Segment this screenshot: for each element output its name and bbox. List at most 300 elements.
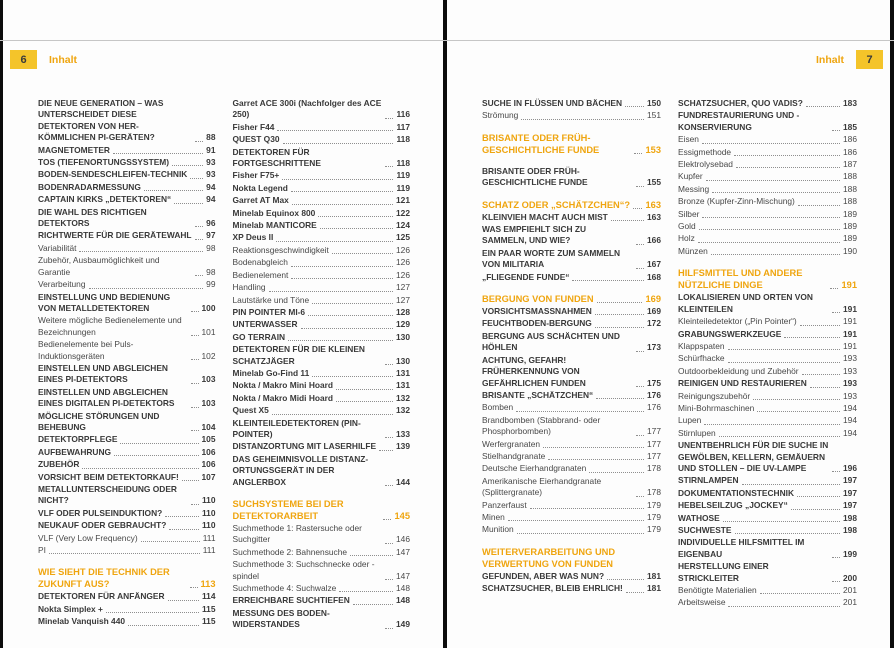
toc-entry-title: NEUKAUF ODER GEBRAUCHT? xyxy=(38,520,167,531)
dot-leader xyxy=(728,349,840,350)
toc-entry-title: WAS EMPFIEHLT SICH ZU SAMMELN, UND WIE? xyxy=(482,224,587,246)
page-left xyxy=(3,41,443,648)
page-number-badge-right: 7 xyxy=(856,50,883,69)
toc-entry-page: 201 xyxy=(843,597,857,608)
toc-entry-page: 131 xyxy=(396,380,410,391)
toc-entry xyxy=(233,380,411,391)
toc-entry xyxy=(678,209,857,220)
dot-leader xyxy=(548,459,644,460)
toc-entry-page: 124 xyxy=(396,220,410,231)
toc-entry-title: Bomben xyxy=(482,402,514,413)
toc-entry-title: EINSTELLUNG UND BEDIENUNG VON METALLDETEKTOREN xyxy=(38,291,171,313)
toc-entry xyxy=(678,537,857,560)
dot-leader xyxy=(735,533,841,534)
dot-leader xyxy=(191,335,199,336)
toc-entry-page: 94 xyxy=(206,181,216,192)
toc-entry-page: 102 xyxy=(201,350,216,361)
page-right-header xyxy=(447,50,890,69)
toc-entry-title: Mini-Bohrmaschinen xyxy=(678,402,755,413)
toc-entry xyxy=(678,585,857,596)
dot-leader xyxy=(79,251,203,252)
toc-entry xyxy=(233,441,411,452)
toc-entry-title: Strömung xyxy=(482,110,519,121)
toc-entry xyxy=(233,344,411,367)
dot-leader xyxy=(734,155,840,156)
toc-entry-title: Amerikanische Eierhandgranate (Splittergranate) xyxy=(482,475,602,498)
toc-entry-title: Verarbeitung xyxy=(38,279,86,290)
toc-entry-title: Outdoorbekleidung und Zubehör xyxy=(678,365,799,376)
toc-entry xyxy=(678,597,857,608)
toc-entry xyxy=(482,500,661,511)
toc-entry xyxy=(678,341,857,352)
dot-leader xyxy=(517,533,644,534)
dot-leader xyxy=(141,541,200,542)
toc-entry-page: 106 xyxy=(201,446,216,457)
dot-leader xyxy=(385,579,393,580)
toc-entry xyxy=(233,170,411,181)
dot-leader xyxy=(169,529,199,530)
toc-entry xyxy=(233,559,411,582)
dot-leader xyxy=(144,190,203,191)
toc-entry-page: 177 xyxy=(647,450,661,461)
toc-entry-page: 110 xyxy=(201,507,216,518)
dot-leader xyxy=(810,387,840,388)
toc-entry-page: 194 xyxy=(843,427,857,438)
toc-entry-title: HERSTELLUNG EINER STRICKLEITER xyxy=(678,561,769,583)
toc-entry-title: Bodenabgleich xyxy=(232,257,288,268)
toc-entry xyxy=(233,257,411,268)
toc-entry-page: 179 xyxy=(647,511,661,522)
toc-entry-page: 115 xyxy=(201,616,216,627)
toc-entry-page: 153 xyxy=(645,144,661,155)
toc-entry xyxy=(482,571,661,582)
toc-entry-title: VLF (Very Low Frequency) xyxy=(38,532,138,543)
toc-entry-page: 169 xyxy=(647,306,661,317)
toc-entry-title: Arbeitsweise xyxy=(678,597,726,608)
toc-entry xyxy=(233,195,411,206)
dot-leader xyxy=(172,165,203,166)
toc-entry-title: XP Deus II xyxy=(232,232,274,243)
toc-entry xyxy=(38,472,216,483)
toc-entry-title: Münzen xyxy=(678,245,708,256)
toc-entry-page: 128 xyxy=(396,306,410,317)
dot-leader xyxy=(589,472,644,473)
toc-entry-title: REINIGEN UND RESTAURIEREN xyxy=(678,378,807,389)
toc-entry-title: Weitere mögliche Bedienelemente und Bezeichnungen xyxy=(38,315,182,337)
toc-entry xyxy=(482,439,661,450)
toc-columns-left xyxy=(3,69,443,632)
toc-entry xyxy=(38,169,216,180)
toc-entry xyxy=(233,122,411,133)
toc-entry-page: 193 xyxy=(843,390,857,401)
toc-entry xyxy=(678,561,857,584)
toc-entry-page: 121 xyxy=(396,195,410,206)
toc-entry xyxy=(678,196,857,207)
toc-entry-title: INDIVIDUELLE HILFSMITTEL IM EIGENBAU xyxy=(678,537,805,559)
dot-leader xyxy=(191,359,199,360)
toc-entry-page: 139 xyxy=(396,441,410,452)
toc-entry xyxy=(678,525,857,536)
dot-leader xyxy=(595,327,644,328)
toc-entry-title: Minelab MANTICORE xyxy=(232,220,317,231)
toc-entry-page: 191 xyxy=(843,340,857,351)
toc-entry-title: BRISANTE ODER FRÜH-GESCHICHTLICHE FUNDE xyxy=(482,132,600,155)
right-edge-line xyxy=(890,0,894,648)
dot-leader xyxy=(625,106,644,107)
toc-entry xyxy=(38,533,216,544)
toc-entry xyxy=(233,498,411,522)
dot-leader xyxy=(572,280,644,281)
toc-entry-page: 167 xyxy=(647,259,661,270)
toc-entry xyxy=(482,318,661,329)
dot-leader xyxy=(802,374,840,375)
page-number-badge-left: 6 xyxy=(10,50,37,69)
toc-entry xyxy=(678,267,857,291)
toc-entry-title: Suchmethode 4: Suchwalze xyxy=(232,583,337,594)
toc-entry xyxy=(233,405,411,416)
toc-entry xyxy=(38,230,216,241)
toc-entry-page: 130 xyxy=(396,331,410,342)
toc-entry xyxy=(482,355,661,389)
toc-entry xyxy=(38,339,216,362)
toc-entry-page: 125 xyxy=(396,232,410,243)
toc-entry-page: 190 xyxy=(843,245,857,256)
toc-entry-title: LOKALISIEREN UND ORTEN VON KLEINTEILEN xyxy=(678,292,813,314)
toc-entry-title: METALLUNTERSCHEIDUNG ODER NICHT? xyxy=(38,484,177,506)
toc-entry-page: 88 xyxy=(206,132,216,143)
toc-entry xyxy=(38,447,216,458)
dot-leader xyxy=(832,130,840,131)
toc-entry xyxy=(678,403,857,414)
toc-entry-page: 93 xyxy=(206,157,216,168)
toc-entry xyxy=(482,110,661,121)
dot-leader xyxy=(301,328,394,329)
toc-entry-page: 201 xyxy=(843,585,857,596)
toc-entry-page: 96 xyxy=(206,218,216,229)
toc-entry xyxy=(482,293,661,305)
toc-entry-page: 119 xyxy=(396,182,410,193)
toc-entry-title: DISTANZORTUNG MIT LASERHILFE xyxy=(232,441,377,452)
toc-entry-title: Klappspaten xyxy=(678,340,725,351)
toc-entry xyxy=(38,566,216,590)
dot-leader xyxy=(723,521,840,522)
toc-entry xyxy=(482,306,661,317)
toc-entry xyxy=(482,199,661,211)
dot-leader xyxy=(165,516,199,517)
toc-entry-title: DETEKTORPFLEGE xyxy=(38,434,118,445)
dot-leader xyxy=(712,192,840,193)
toc-entry-page: 200 xyxy=(843,572,857,583)
toc-entry-page: 122 xyxy=(396,207,410,218)
toc-entry-page: 189 xyxy=(843,233,857,244)
toc-entry xyxy=(678,147,857,158)
dot-leader xyxy=(283,143,394,144)
toc-entry-title: Suchmethode 3: Suchschnecke oder -spindel xyxy=(232,559,375,581)
toc-entry xyxy=(482,524,661,535)
toc-entry-title: Werfergranaten xyxy=(482,438,541,449)
toc-entry xyxy=(482,583,661,594)
toc-entry-page: 111 xyxy=(202,545,216,556)
dot-leader xyxy=(114,455,198,456)
toc-entry-page: 148 xyxy=(396,595,410,606)
toc-entry xyxy=(233,583,411,594)
toc-entry-page: 163 xyxy=(647,211,661,222)
dot-leader xyxy=(798,205,840,206)
toc-entry xyxy=(233,523,411,546)
toc-entry-page: 197 xyxy=(843,500,857,511)
dot-leader xyxy=(277,130,393,131)
dot-leader xyxy=(195,275,203,276)
toc-entry xyxy=(233,418,411,441)
dot-leader xyxy=(336,389,393,390)
toc-entry xyxy=(233,98,411,121)
dot-leader xyxy=(711,254,840,255)
dot-leader xyxy=(704,424,840,425)
toc-entry xyxy=(38,207,216,230)
toc-entry-page: 177 xyxy=(647,438,661,449)
toc-entry-page: 176 xyxy=(647,402,661,413)
dot-leader xyxy=(320,228,393,229)
toc-entry-page: 177 xyxy=(647,426,661,437)
toc-entry-page: 115 xyxy=(201,603,216,614)
toc-entry xyxy=(38,411,216,434)
toc-entry-page: 151 xyxy=(647,110,661,121)
toc-entry-page: 194 xyxy=(843,415,857,426)
toc-entry-title: VORSICHT BEIM DETEKTORKAUF! xyxy=(38,471,179,482)
toc-entry-title: VLF ODER PULSEINDUKTION? xyxy=(38,507,163,518)
toc-entry-title: Munition xyxy=(482,524,514,535)
dot-leader xyxy=(379,450,393,451)
toc-entry xyxy=(233,368,411,379)
toc-entry-page: 119 xyxy=(396,170,410,181)
toc-entry-title: UNTERWASSER xyxy=(232,319,298,330)
toc-entry-title: Zubehör, Ausbaumöglichkeit und Garantie xyxy=(38,255,160,277)
dot-leader xyxy=(634,153,642,154)
toc-entry-page: 188 xyxy=(843,196,857,207)
toc-entry xyxy=(38,363,216,386)
toc-entry-title: Nokta Legend xyxy=(232,182,288,193)
toc-entry xyxy=(678,513,857,524)
dot-leader xyxy=(191,504,199,505)
toc-entry xyxy=(482,132,661,156)
toc-entry-title: Stielhandgranate xyxy=(482,450,546,461)
toc-entry xyxy=(482,451,661,462)
dot-leader xyxy=(383,519,391,520)
toc-entry-title: KLEINTEILEDETEKTOREN (PIN-POINTER) xyxy=(232,417,361,439)
toc-entry-page: 107 xyxy=(201,471,216,482)
toc-entry-title: EIN PAAR WORTE ZUM SAMMELN VON MILITARIA xyxy=(482,247,621,270)
dot-leader xyxy=(626,592,644,593)
toc-entry-title: Nokta / Makro Midi Hoard xyxy=(232,392,334,403)
toc-entry-title: PI xyxy=(38,545,46,556)
toc-column-right-2 xyxy=(678,98,857,610)
toc-entry xyxy=(38,292,216,315)
toc-column-left-2 xyxy=(233,98,411,632)
toc-entry-title: Minelab Go-Find 11 xyxy=(232,367,310,378)
dot-leader xyxy=(106,612,199,613)
toc-entry-title: Suchmethode 2: Bahnensuche xyxy=(232,546,348,557)
toc-entry-page: 110 xyxy=(201,495,216,506)
toc-entry xyxy=(38,315,216,338)
dot-leader xyxy=(312,376,393,377)
dot-leader xyxy=(318,216,393,217)
toc-entry-title: SCHATZSUCHER, BLEIB EHRLICH! xyxy=(482,583,623,594)
toc-entry xyxy=(38,387,216,410)
dot-leader xyxy=(636,186,644,187)
toc-entry-title: Panzerfaust xyxy=(482,499,527,510)
toc-entry xyxy=(233,183,411,194)
toc-entry-title: BERGUNG VON FUNDEN xyxy=(482,294,594,305)
toc-entry-page: 193 xyxy=(843,365,857,376)
toc-entry-title: Garret AT Max xyxy=(232,195,289,206)
toc-entry-page: 101 xyxy=(201,326,216,337)
toc-entry-title: Holz xyxy=(678,233,695,244)
toc-entry-page: 100 xyxy=(201,302,216,313)
toc-entry-page: 99 xyxy=(206,279,216,290)
dot-leader xyxy=(753,399,840,400)
toc-entry-page: 183 xyxy=(843,98,857,108)
toc-columns-right xyxy=(447,69,890,610)
dot-leader xyxy=(190,178,203,179)
toc-entry-title: VORSICHTSMASSNAHMEN xyxy=(482,306,592,317)
toc-entry xyxy=(38,243,216,254)
toc-entry-title: Silber xyxy=(678,208,700,219)
toc-entry-page: 144 xyxy=(396,476,410,487)
toc-entry-page: 188 xyxy=(843,171,857,182)
dot-leader xyxy=(385,118,393,119)
toc-entry-title: QUEST Q30 xyxy=(232,134,280,145)
toc-entry-title: MÖGLICHE STÖRUNGEN UND BEHEBUNG xyxy=(38,410,160,432)
dot-leader xyxy=(636,386,644,387)
toc-entry xyxy=(38,194,216,205)
toc-entry xyxy=(38,459,216,470)
toc-entry xyxy=(482,166,661,189)
toc-entry-page: 132 xyxy=(396,392,410,403)
toc-entry-title: Reinigungszubehör xyxy=(678,390,751,401)
dot-leader xyxy=(830,288,838,289)
dot-leader xyxy=(195,239,204,240)
toc-entry xyxy=(678,184,857,195)
toc-entry-page: 127 xyxy=(396,294,410,305)
dot-leader xyxy=(291,278,393,279)
toc-entry-page: 179 xyxy=(647,499,661,510)
toc-entry-title: Quest X5 xyxy=(232,405,269,416)
dot-leader xyxy=(128,625,199,626)
toc-entry-page: 198 xyxy=(843,525,857,535)
toc-entry-title: SUCHSYSTEME BEI DER DETEKTORARBEIT xyxy=(232,499,344,521)
dot-leader xyxy=(168,600,199,601)
toc-entry xyxy=(678,378,857,389)
toc-entry xyxy=(233,232,411,243)
toc-entry-page: 181 xyxy=(647,570,661,581)
toc-entry-page: 179 xyxy=(647,524,661,535)
toc-entry-title: Minelab Vanquish 440 xyxy=(38,616,126,627)
dot-leader xyxy=(385,364,393,365)
dot-leader xyxy=(282,179,393,180)
dot-leader xyxy=(191,383,199,384)
toc-column-right-1 xyxy=(482,98,661,610)
toc-entry-title: TOS (TIEFENORTUNGSSYSTEM) xyxy=(38,157,170,168)
toc-entry xyxy=(38,157,216,168)
dot-leader xyxy=(607,579,644,580)
page-right xyxy=(447,41,890,648)
toc-entry-title: Nokta / Makro Mini Hoard xyxy=(232,380,334,391)
toc-entry-page: 150 xyxy=(647,98,661,108)
dot-leader xyxy=(797,496,840,497)
toc-entry-page: 191 xyxy=(841,280,857,291)
toc-entry-page: 172 xyxy=(647,318,661,329)
dot-leader xyxy=(698,242,840,243)
toc-column-left-1 xyxy=(38,98,216,632)
toc-entry-page: 118 xyxy=(396,134,410,145)
dot-leader xyxy=(832,581,840,582)
dot-leader xyxy=(195,141,203,142)
toc-entry-title: Gold xyxy=(678,221,696,232)
dot-leader xyxy=(385,485,393,486)
dot-leader xyxy=(288,340,393,341)
toc-entry xyxy=(678,428,857,439)
dot-leader xyxy=(292,204,393,205)
toc-entry-page: 116 xyxy=(396,109,410,120)
toc-entry-page: 176 xyxy=(647,389,661,400)
toc-entry-title: „FLIEGENDE FUNDE“ xyxy=(482,271,570,282)
dot-leader xyxy=(736,167,840,168)
toc-entry-page: 149 xyxy=(396,619,410,630)
toc-entry xyxy=(678,329,857,340)
toc-entry-title: DETEKTOREN FÜR FORTGESCHRITTENE xyxy=(232,146,321,169)
dot-leader xyxy=(353,604,393,605)
toc-entry xyxy=(233,319,411,330)
dot-leader xyxy=(636,244,644,245)
toc-entry-page: 147 xyxy=(396,546,410,557)
toc-entry-title: Garret ACE 300i (Nachfolger des ACE 250) xyxy=(232,98,382,120)
toc-entry-title: ERREICHBARE SUCHTIEFEN xyxy=(232,595,350,606)
toc-entry-title: DETEKTOREN FÜR ANFÄNGER xyxy=(38,591,165,602)
toc-entry xyxy=(233,270,411,281)
toc-entry-page: 114 xyxy=(201,591,216,602)
toc-entry xyxy=(233,295,411,306)
toc-entry-title: Lupen xyxy=(678,415,702,426)
toc-entry-title: DAS GEHEIMNISVOLLE DISTANZ-ORTUNGSGERÄT IN DER ANGLERBOX xyxy=(232,453,369,487)
toc-entry xyxy=(678,316,857,327)
toc-entry-page: 126 xyxy=(396,244,410,255)
dot-leader xyxy=(336,401,393,402)
toc-entry xyxy=(482,476,661,499)
toc-entry-page: 173 xyxy=(647,342,661,353)
dot-leader xyxy=(191,407,199,408)
toc-entry xyxy=(233,547,411,558)
toc-entry xyxy=(233,307,411,318)
toc-entry-title: MESSUNG DES BODEN-WIDERSTANDES xyxy=(232,607,330,630)
toc-entry-page: 91 xyxy=(206,144,216,155)
toc-entry xyxy=(233,245,411,256)
toc-entry-title: MAGNETOMETER xyxy=(38,144,110,155)
dot-leader xyxy=(611,220,644,221)
dot-leader xyxy=(276,241,393,242)
toc-entry-title: Kleinteiledetektor („Pin Pointer“) xyxy=(678,316,797,327)
toc-entry-title: Messing xyxy=(678,183,710,194)
toc-entry-title: RICHTWERTE FÜR DIE GERÄTEWAHL xyxy=(38,230,192,241)
toc-entry-title: Suchmethode 1: Rastersuche oder Suchgitter xyxy=(232,523,362,545)
toc-entry xyxy=(482,463,661,474)
dot-leader xyxy=(272,414,393,415)
toc-entry-page: 168 xyxy=(647,271,661,282)
toc-entry-title: Bedienelement xyxy=(232,269,289,280)
toc-entry xyxy=(482,98,661,109)
toc-entry-title: Handling xyxy=(232,282,266,293)
toc-entry-page: 105 xyxy=(201,434,216,445)
dot-leader xyxy=(543,447,644,448)
